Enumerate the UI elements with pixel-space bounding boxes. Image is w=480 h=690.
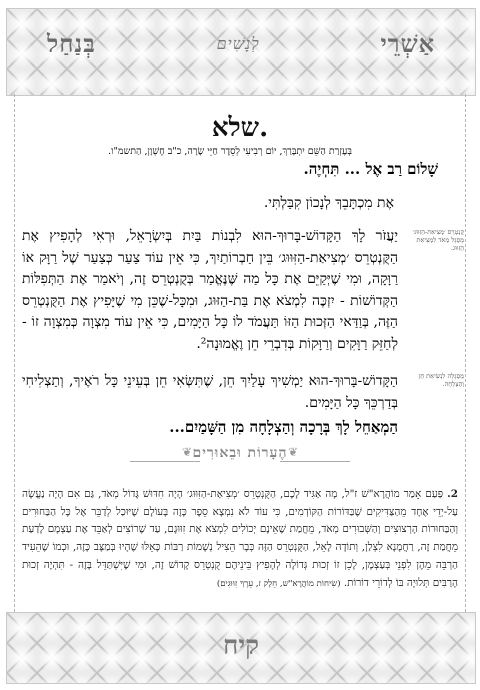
letter-number: שלא. — [211, 113, 269, 143]
running-title — [7, 29, 475, 59]
divider-left — [130, 461, 200, 462]
footnote-text: פַּעַם אָמַר מוֹהֲרָא"שׁ ז"ל, מָה אַגִּיד לָכֶם, הַקֻּנְטְרֵס ׳מְצִיאַת-הַזִּוּוּג׳ הָיָה חִדּוּשׁ גָּדוֹל מְאֹד, גַּם אִם הָיָה נַעֲשָׂה עַל-יְדֵי אֶחָד מֵהַצַּדִּיקִים שֶׁבַּדּוֹרוֹת הַקּוֹדְמִים, כִּי עוֹד לֹא נִמְצָא סֵפֶר כָּזֶה בָּעוֹלָם שֶׁיּוּכַל לְדַבֵּר אֶל כָּל הַבַּחוּרִים וְהַבַּחוּרוֹת הָרְצוּצִים וְהַשְּׁבוּרִים מְאֹד, מֵחֲמַת שֶׁאֵינָם יְכוֹלִים לִמְצֹא אֶת זִוּוּגָם, עַד שֶׁרוֹצִים לְאַבֵּד אֶת עַצְמָם לָדַעַת מֵחֲמַת זֶה, רַחֲמָנָא לִצְלַן, וְתוֹדָה לָאֵל, הַקֻּנְטְרֵס הַזֶּה כְּבָר הֵצִיל נְשָׁמוֹת רַבּוֹת כָּאֵלּוּ שֶׁהָיוּ בְּמַצָּב כָּזֶה, וּכְמוֹ שֶׁהֵעִיד הַרְבֵּה מֵהֶן לִפְנֵי בְּעַצְמָן, לָכֵן זוֹ זְכוּת גְּדוֹלָה לְהָפִיץ בֵּינֵיהֶם קֻנְטְרֵס קָדוֹשׁ זֶה, וּמִי שֶׁיִּשְׁתַּדֵּל בָּזֶה - תִּהְיֶה זְכוּת הָרַבִּים תְּלוּיָה בּוֹ לְדוֹרֵי דוֹרוֹת. — [22, 488, 458, 589]
page-number: קיח — [222, 631, 260, 661]
notes-heading — [130, 442, 350, 462]
flourish-left-icon: ❦ — [182, 445, 193, 459]
letter-closing: הַמְאַחֵל לָךְ בְּרָכָה וְהַצְלָחָה מִן הַשָּׁמַיִם... — [169, 418, 398, 436]
letter-paragraph-1: יַעֲזֹר לָךְ הַקָּדוֹשׁ-בָּרוּךְ-הוּא לִבְנוֹת בַּיִת בְּיִשְׂרָאֵל, וּרְאִי לְהָפִיץ אֶת הַקֻּנְטְרֵס ׳מְצִיאַת-הַזִּוּוּג׳ בֵּין חַבְרוֹתַיִךְ, כִּי אֵין עוֹד צַעַר כְּצַעַר שֶׁל רַוָּק אוֹ רַוָּקָה, וּמִי שֶׁיְּקַיֵּם אֶת כָּל מַה שֶּׁנֶּאֱמַר בְּקֻנְטְרֵס זֶה, וְיֹאמַר אֶת הַתְּפִלּוֹת הַקְּדוֹשׁוֹת - יִזְכֶּה לִמְצֹא אֶת בַּת-הַזּוּג, וּמִכָּל-שֶׁכֵּן מִי שֶׁיָּפִיץ אֶת הַקֻּנְטְרֵס הַזֶּה, בְּוַדַּאי הַזְּכוּת הַזּוֹ תַּעֲמֹד לוֹ כָּל הַיָּמִים, כִּי אֵין עוֹד מִצְוָה כְּמִצְוָה זוֹ - לְחַזֵּק רַוָּקִים וְרַוָּקוֹת בְּדִבְרֵי חֵן וֶאֱמוּנָה². — [22, 228, 398, 352]
footnote — [22, 486, 458, 593]
page-header — [6, 8, 476, 96]
letter-dateline: בְּעֶזְרַת הַשֵּׁם יִתְבָּרַךְ, יוֹם רְבִיעִי לְסֵדֶר חַיֵּי שָׂרָה, כ"ב חֶשְׁוָן, הַתשמ"ו. — [108, 146, 352, 157]
notes-heading-text: הֶעָרוֹת וּבֵאוּרִים — [192, 445, 288, 461]
margin-note-2: מְסֻגָּלָה לִנְשִׂיאַת חֵן וְהַצְלָחָה. — [418, 372, 464, 388]
flourish-right-icon: ❦ — [287, 445, 298, 459]
page-footer — [6, 612, 476, 684]
footnote-marker: 2. — [447, 488, 458, 500]
divider-right — [280, 461, 350, 462]
letter-paragraph-2: הַקָּדוֹשׁ-בָּרוּךְ-הוּא יַמְשִׁיךְ עָלַיִךְ חֵן, שֶׁתִּשְּׂאִי חֵן בְּעֵינֵי כָּל רֹאֶיךָ, וְתַצְלִיחִי בְּדַרְכֵּךְ כָּל הַיָּמִים. — [22, 373, 398, 411]
title-middle: לְנָשִׁים — [216, 34, 260, 53]
margin-note-1: קֻנְטְרֵס ׳מְצִיאַת-הַזִּוּוּג׳ מְסֻגָּל מְאֹד לִמְצִיאַת הַזִּוּוּג. — [412, 228, 464, 252]
letter-greeting: שָׁלוֹם רַב אֶל ... תִּחְיֶה. — [303, 160, 438, 178]
footnote-source: (שִׂיחוֹת מוֹהֲרָא"שׁ, חֵלֶק ז, עֵרֶךְ זִוּוּגִים) — [216, 578, 341, 589]
title-right: אַשְׁרֵי — [380, 29, 435, 58]
letter-receipt: אֶת מִכְתָּבֵךְ לְנָכוֹן קִבַּלְתִּי. — [263, 195, 394, 211]
title-left: בְּנַחַל — [47, 29, 96, 58]
